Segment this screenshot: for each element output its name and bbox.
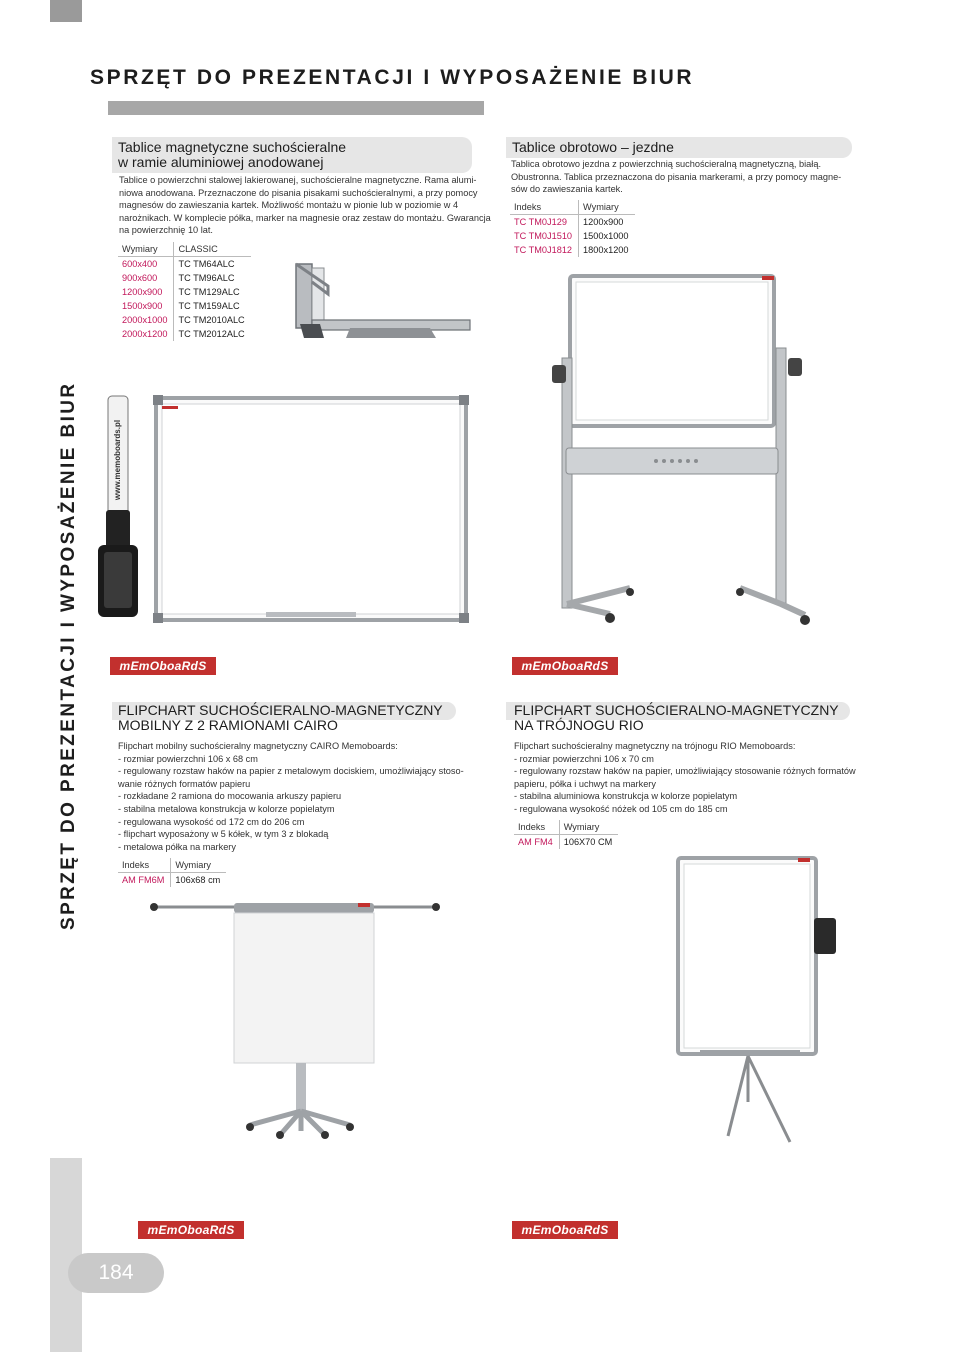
cairo-flipchart-table	[118, 858, 226, 887]
table-header-row	[510, 200, 635, 215]
desc-line: papieru, półka i uchwyt na markery	[514, 778, 656, 789]
table-header-cell: Wymiary	[171, 858, 226, 873]
desc-line: - regulowany rozstaw haków na papier z metalowym dociskiem, umożliwiający stoso-	[118, 766, 464, 777]
desc-line: - metalowa półka na markery	[118, 841, 236, 852]
size-cell: 600x400	[118, 257, 174, 272]
table-header-row	[514, 820, 618, 835]
rio-flipchart-description	[514, 740, 856, 816]
code-cell: TC TM2012ALC	[178, 329, 245, 339]
frame-corner-image	[290, 258, 480, 342]
desc-line: na powierzchnię 10 lat.	[119, 225, 213, 236]
code-cell: TC TM0J1510	[510, 229, 579, 243]
size-cell: 1800x1200	[583, 245, 629, 255]
desc-line: Flipchart suchościeralny magnetyczny na trójnogu RIO Memoboards:	[514, 741, 796, 751]
size-cell: 900x600	[118, 271, 174, 285]
magnetic-whiteboard-image	[96, 390, 476, 640]
desc-line: - flipchart wyposażony w 5 kółek, w tym 3 z blokadą	[118, 829, 329, 840]
table-row	[118, 299, 251, 313]
size-cell: 106X70 CM	[563, 837, 613, 847]
table-header-cell: Wymiary	[118, 242, 174, 257]
table-row	[118, 327, 251, 341]
page-number: 184	[68, 1253, 164, 1293]
memoboards-logo: mEmOboaRdS	[512, 657, 618, 675]
magnetic-boards-table	[118, 242, 251, 341]
code-cell: TC TM0J1812	[510, 243, 579, 257]
desc-line: - regulowana wysokość od 172 cm do 206 cm	[118, 816, 305, 827]
desc-line: Obustronna. Tablica przeznaczona do pisania markerami, a przy pomocy magne-	[511, 171, 842, 182]
title-line: Tablice magnetyczne suchościeralne	[118, 139, 347, 155]
cairo-flipchart-description	[118, 740, 464, 853]
rio-flipchart-title	[514, 703, 839, 733]
size-cell: 1200x900	[583, 217, 624, 227]
desc-line: - stabilna metalowa konstrukcja w kolorze popielatym	[118, 803, 335, 814]
memoboards-logo: mEmOboaRdS	[512, 1221, 618, 1239]
title-line: w ramie aluminiowej anodowanej	[118, 154, 324, 170]
table-row	[118, 873, 226, 888]
size-cell: 2000x1000	[118, 313, 174, 327]
magnetic-boards-description	[119, 174, 491, 237]
desc-line: sów do zawieszania kartek.	[511, 184, 623, 195]
magnetic-boards-title	[112, 137, 472, 173]
rio-flipchart-image	[670, 852, 850, 1142]
code-cell: TC TM96ALC	[178, 273, 235, 283]
table-row	[118, 285, 251, 299]
table-row	[514, 835, 618, 850]
code-cell: TC TM64ALC	[178, 259, 235, 269]
rotating-boards-table	[510, 200, 635, 257]
code-cell: TC TM129ALC	[178, 287, 240, 297]
rotating-whiteboard-image	[540, 270, 820, 635]
desc-line: Tablica obrotowo jezdna z powierzchnią suchościeralną magnetyczną, białą.	[511, 159, 821, 169]
title-line: Tablice obrotowo – jezdne	[512, 139, 674, 155]
size-cell: 2000x1200	[118, 327, 174, 341]
memoboards-logo: mEmOboaRdS	[138, 1221, 244, 1239]
table-row	[510, 243, 635, 257]
table-row	[510, 215, 635, 230]
desc-line: - rozmiar powierzchni 106 x 70 cm	[514, 753, 654, 764]
cairo-flipchart-image	[150, 895, 440, 1140]
rotating-boards-title	[506, 137, 852, 158]
table-header-cell: Indeks	[510, 200, 579, 215]
header-divider-bar	[108, 101, 484, 115]
side-strip-top	[50, 0, 82, 22]
table-header-cell: Indeks	[514, 820, 559, 835]
table-header-cell: Wymiary	[579, 200, 635, 215]
size-cell: 1200x900	[118, 285, 174, 299]
size-cell: 1500x900	[118, 299, 174, 313]
memoboards-logo: mEmOboaRdS	[110, 657, 216, 675]
rio-flipchart-table	[514, 820, 618, 849]
desc-line: magnesów do zawieszania kartek. Możliwość montażu w pionie lub w poziomie w 4	[119, 200, 459, 211]
table-header-cell: CLASSIC	[174, 242, 251, 257]
table-header-cell: Wymiary	[559, 820, 618, 835]
desc-line: Flipchart mobilny suchościeralny magnetyczny CAIRO Memoboards:	[118, 741, 398, 751]
table-header-row	[118, 858, 226, 873]
desc-line: - regulowana wysokość nóżek od 105 cm do 185 cm	[514, 803, 728, 814]
rotating-boards-description	[511, 158, 841, 196]
code-cell: TC TM0J129	[510, 215, 579, 230]
desc-line: - stabilna aluminiowa konstrukcja w kolorze popielatym	[514, 791, 738, 802]
code-cell: TC TM159ALC	[178, 301, 240, 311]
size-cell: 106x68 cm	[175, 875, 221, 885]
page-header-title: SPRZĘT DO PREZENTACJI I WYPOSAŻENIE BIUR	[90, 66, 695, 89]
table-row	[510, 229, 635, 243]
table-row	[118, 257, 251, 272]
title-line: NA TRÓJNOGU RIO	[514, 717, 644, 733]
title-line: FLIPCHART SUCHOŚCIERALNO-MAGNETYCZNY	[118, 702, 443, 718]
desc-line: niowa anodowana. Przeznaczone do pisania pisakami suchościeralnymi, a przy pomocy	[119, 187, 478, 198]
title-line: FLIPCHART SUCHOŚCIERALNO-MAGNETYCZNY	[514, 702, 839, 718]
marker-url-text: www.memoboards.pl	[113, 419, 122, 501]
side-section-label: SPRZĘT DO PREZENTACJI I WYPOSAŻENIE BIUR	[58, 381, 79, 930]
title-line: MOBILNY Z 2 RAMIONAMI CAIRO	[118, 717, 338, 733]
table-row	[118, 271, 251, 285]
desc-line: - rozkładane 2 ramiona do mocowania arkuszy papieru	[118, 791, 342, 802]
desc-line: - regulowany rozstaw haków na papier, umożliwiający stosowanie różnych formatów	[514, 766, 856, 777]
size-cell: 1500x1000	[583, 231, 629, 241]
desc-line: - rozmiar powierzchni 106 x 68 cm	[118, 753, 258, 764]
cairo-flipchart-title	[118, 703, 443, 733]
table-header-row	[118, 242, 251, 257]
code-cell: AM FM4	[514, 835, 559, 850]
table-header-cell: Indeks	[118, 858, 171, 873]
table-row	[118, 313, 251, 327]
desc-line: narożnikach. W komplecie półka, marker na magnesie oraz zestaw do montażu. Gwarancja	[119, 212, 491, 223]
desc-line: wanie różnych formatów papieru	[118, 778, 251, 789]
desc-line: Tablice o powierzchni stalowej lakierowanej, suchościeralne magnetyczne. Rama alumi-	[119, 175, 477, 185]
code-cell: TC TM2010ALC	[178, 315, 245, 325]
code-cell: AM FM6M	[118, 873, 171, 888]
